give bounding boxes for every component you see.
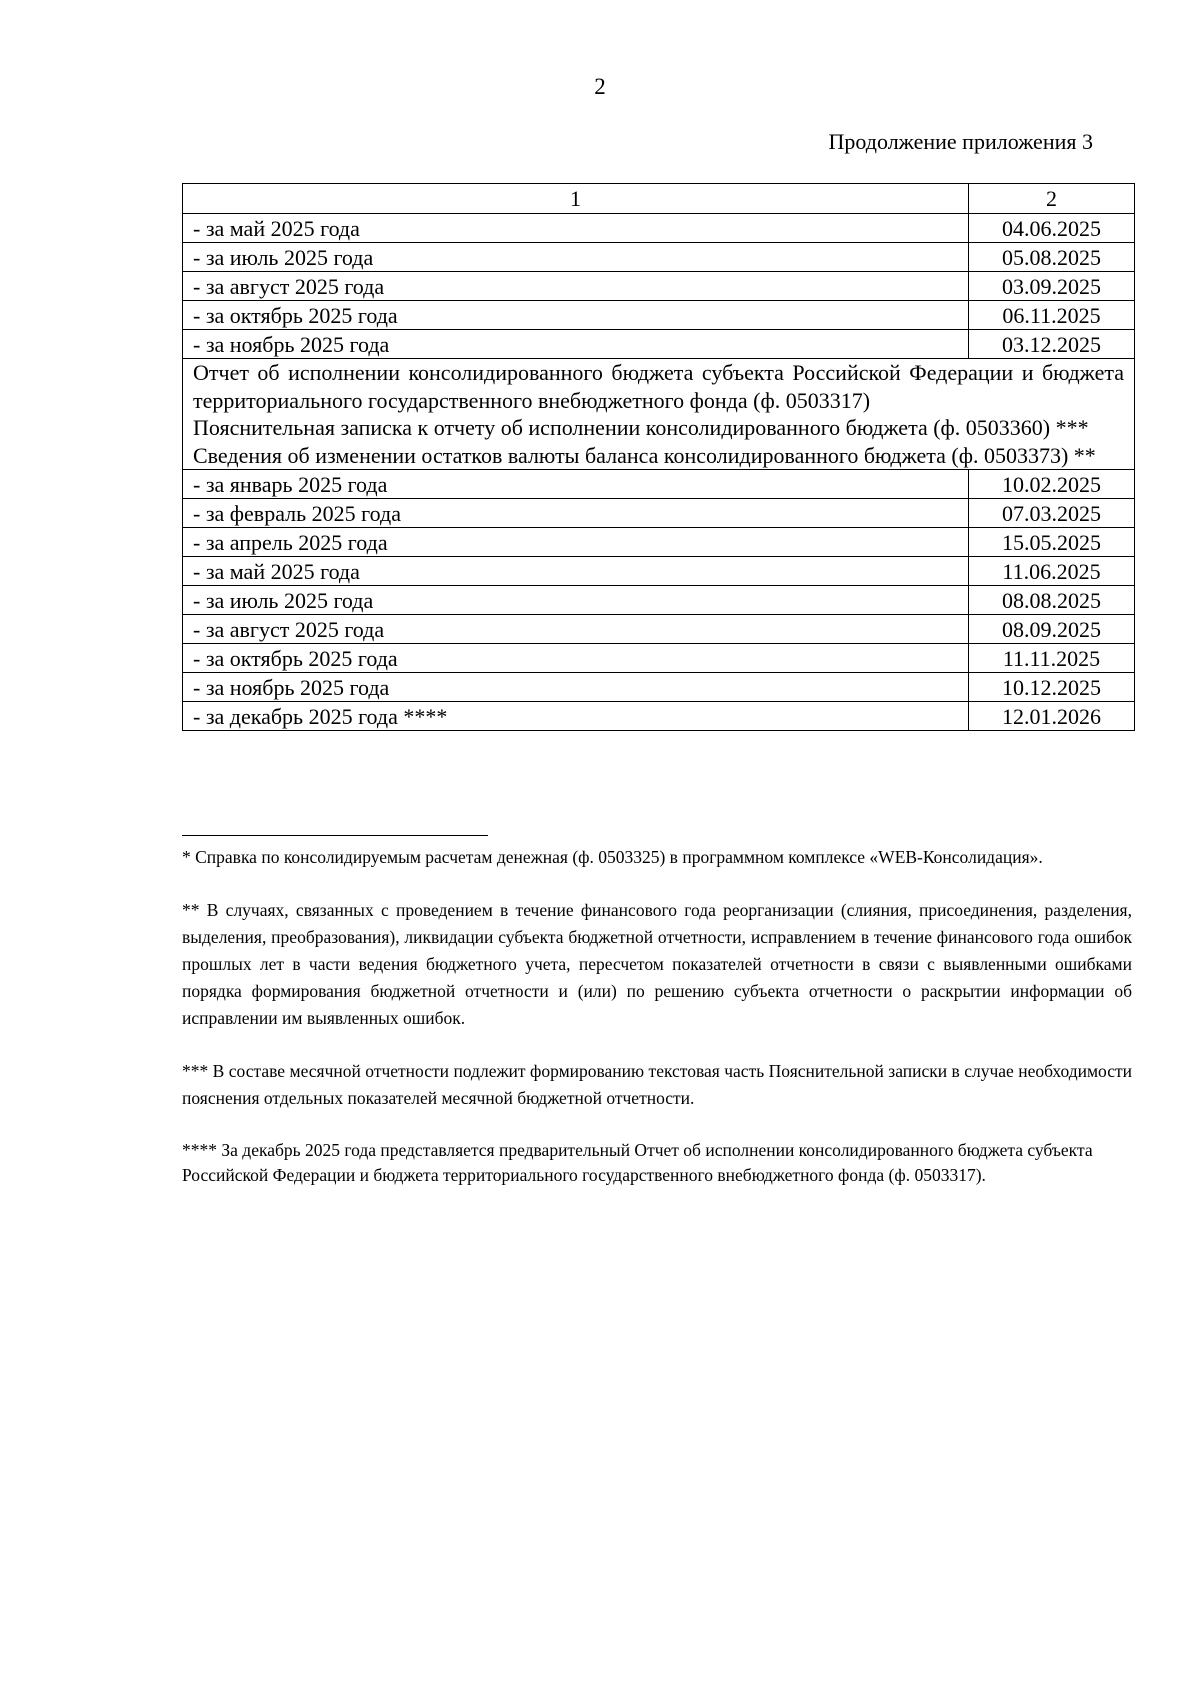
period-cell: - за ноябрь 2025 года <box>183 673 969 702</box>
table-row <box>183 330 1135 359</box>
date-cell: 11.06.2025 <box>969 557 1135 586</box>
footnote: **** За декабрь 2025 года представляется предварительный Отчет об исполнении консолидированного бюджета субъекта Российской Федерации и бюджета территориального государственного внебюджетного фонда (ф. 0503317). <box>182 1140 1093 1185</box>
period-cell: - за январь 2025 года <box>183 470 969 499</box>
period-cell: - за июль 2025 года <box>183 586 969 615</box>
footnote-separator <box>182 835 488 836</box>
footnote: ** В случаях, связанных с проведением в течение финансового года реорганизации (слияния, присоединения, разделения, выделения, преобразования), ликвидации субъекта бюджетной отчетности, исправлением в течение финансового года ошибок прошлых лет в части ведения бюджетного учета, пересчетом показателей отчетности в связи с выявленными ошибками порядка формирования бюджетной отчетности и (или) по решению субъекта отчетности о раскрытии информации об исправлении им выявленных ошибок. <box>182 900 1132 1028</box>
footnote: * Справка по консолидируемым расчетам денежная (ф. 0503325) в программном комплексе «WEB-Консолидация». <box>182 847 1043 867</box>
date-cell: 10.02.2025 <box>969 470 1135 499</box>
table-row <box>183 586 1135 615</box>
period-cell: - за май 2025 года <box>183 214 969 243</box>
section-row <box>183 359 1135 470</box>
table-header-row <box>183 184 1135 214</box>
table-row <box>183 214 1135 243</box>
date-cell: 06.11.2025 <box>969 301 1135 330</box>
date-cell: 03.12.2025 <box>969 330 1135 359</box>
period-cell: - за май 2025 года <box>183 557 969 586</box>
date-cell: 11.11.2025 <box>969 644 1135 673</box>
period-cell: - за август 2025 года <box>183 272 969 301</box>
period-cell: - за октябрь 2025 года <box>183 301 969 330</box>
period-cell: - за август 2025 года <box>183 615 969 644</box>
page-number: 2 <box>594 74 606 99</box>
table-row <box>183 528 1135 557</box>
table-row <box>183 499 1135 528</box>
date-cell: 08.09.2025 <box>969 615 1135 644</box>
footnotes <box>182 844 1132 1214</box>
table-row <box>183 272 1135 301</box>
table-row <box>183 301 1135 330</box>
table-row <box>183 557 1135 586</box>
table-row <box>183 615 1135 644</box>
table-row <box>183 673 1135 702</box>
report-section-cell <box>183 359 1135 470</box>
date-cell: 15.05.2025 <box>969 528 1135 557</box>
date-cell: 08.08.2025 <box>969 586 1135 615</box>
deadlines-table <box>182 183 1135 731</box>
table-row <box>183 470 1135 499</box>
appendix-continuation-title: Продолжение приложения 3 <box>828 129 1093 154</box>
section-line: Пояснительная записка к отчету об исполнении консолидированного бюджета (ф. 0503360) *** <box>193 415 1089 440</box>
table-row <box>183 644 1135 673</box>
column-header: 1 <box>183 184 969 214</box>
period-cell: - за октябрь 2025 года <box>183 644 969 673</box>
date-cell: 03.09.2025 <box>969 272 1135 301</box>
section-line: Сведения об изменении остатков валюты баланса консолидированного бюджета (ф. 0503373) ** <box>193 442 1096 468</box>
period-cell: - за июль 2025 года <box>183 243 969 272</box>
date-cell: 07.03.2025 <box>969 499 1135 528</box>
period-cell: - за декабрь 2025 года **** <box>183 702 969 731</box>
date-cell: 12.01.2026 <box>969 702 1135 731</box>
period-cell: - за февраль 2025 года <box>183 499 969 528</box>
date-cell: 04.06.2025 <box>969 214 1135 243</box>
date-cell: 10.12.2025 <box>969 673 1135 702</box>
table-row <box>183 702 1135 731</box>
date-cell: 05.08.2025 <box>969 243 1135 272</box>
table-row <box>183 243 1135 272</box>
section-line: Отчет об исполнении консолидированного бюджета субъекта Российской Федерации и бюджета территориального государственного внебюджетного фонда (ф. 0503317) <box>193 360 1124 413</box>
column-header: 2 <box>969 184 1135 214</box>
period-cell: - за апрель 2025 года <box>183 528 969 557</box>
footnote: *** В составе месячной отчетности подлежит формированию текстовая часть Пояснительной записки в случае необходимости пояснения отдельных показателей месячной бюджетной отчетности. <box>182 1061 1132 1108</box>
period-cell: - за ноябрь 2025 года <box>183 330 969 359</box>
